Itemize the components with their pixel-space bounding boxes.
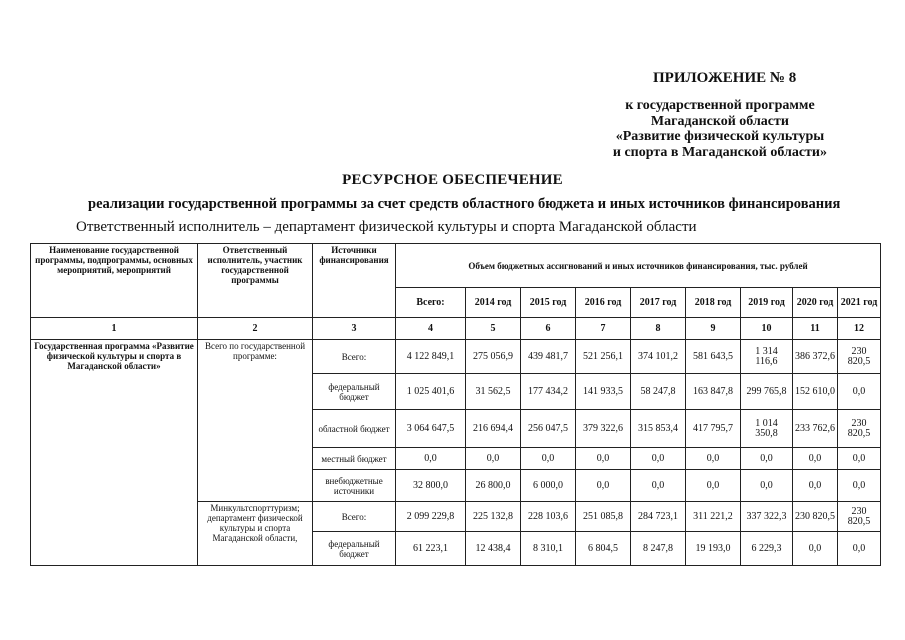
- resource-table: [30, 243, 881, 566]
- column-index: 6: [521, 318, 576, 340]
- value-cell: 3 064 647,5: [396, 410, 466, 448]
- value-cell: 0,0: [631, 470, 686, 502]
- header-year: 2016 год: [576, 288, 631, 318]
- value-cell: 8 310,1: [521, 532, 576, 566]
- value-cell: 581 643,5: [686, 340, 741, 374]
- value-cell: 0,0: [793, 470, 838, 502]
- source-cell: Всего:: [313, 340, 396, 374]
- table-row: [31, 340, 881, 374]
- column-index: 2: [198, 318, 313, 340]
- header-total: Всего:: [396, 288, 466, 318]
- value-cell: 337 322,3: [741, 502, 793, 532]
- value-cell: 6 229,3: [741, 532, 793, 566]
- appendix-title: ПРИЛОЖЕНИЕ № 8: [653, 70, 797, 86]
- value-cell: 233 762,6: [793, 410, 838, 448]
- value-cell: 256 047,5: [521, 410, 576, 448]
- executor-cell: Всего по государственной программе:: [198, 340, 313, 502]
- executor-cell: Минкультспорттуризм; департамент физической культуры и спорта Магаданской области,: [198, 502, 313, 566]
- column-index: 10: [741, 318, 793, 340]
- header-year: 2014 год: [466, 288, 521, 318]
- value-cell: 58 247,8: [631, 374, 686, 410]
- column-index: 9: [686, 318, 741, 340]
- subtitle-line: к государственной программе: [625, 98, 815, 113]
- subtitle-line: и спорта в Магаданской области»: [612, 144, 827, 160]
- value-cell: 6 000,0: [521, 470, 576, 502]
- value-cell: 230 820,5: [793, 502, 838, 532]
- value-cell: 0,0: [396, 448, 466, 470]
- column-index: 5: [466, 318, 521, 340]
- value-cell: 4 122 849,1: [396, 340, 466, 374]
- value-cell: 230 820,5: [838, 410, 881, 448]
- header-year: 2020 год: [793, 288, 838, 318]
- program-name: Государственная программа «Развитие физической культуры и спорта в Магаданской области»: [31, 340, 198, 566]
- header-year: 2017 год: [631, 288, 686, 318]
- source-cell: федеральный бюджет: [313, 374, 396, 410]
- header-year: 2019 год: [741, 288, 793, 318]
- value-cell: 0,0: [521, 448, 576, 470]
- value-cell: 12 438,4: [466, 532, 521, 566]
- header-executor: Ответственный исполнитель, участник государственной программы: [198, 244, 313, 318]
- header-year: 2021 год: [838, 288, 881, 318]
- value-cell: 379 322,6: [576, 410, 631, 448]
- value-cell: 216 694,4: [466, 410, 521, 448]
- value-cell: 230 820,5: [838, 502, 881, 532]
- value-cell: 0,0: [838, 470, 881, 502]
- header-volume: Объем бюджетных ассигнований и иных источников финансирования, тыс. рублей: [396, 244, 881, 288]
- value-cell: 0,0: [576, 470, 631, 502]
- value-cell: 386 372,6: [793, 340, 838, 374]
- column-index: 7: [576, 318, 631, 340]
- value-cell: 6 804,5: [576, 532, 631, 566]
- value-cell: 0,0: [838, 448, 881, 470]
- column-index: 11: [793, 318, 838, 340]
- value-cell: 275 056,9: [466, 340, 521, 374]
- subtitle-line: Магаданской области: [650, 113, 789, 129]
- source-cell: областной бюджет: [313, 410, 396, 448]
- source-cell: Всего:: [313, 502, 396, 532]
- value-cell: 521 256,1: [576, 340, 631, 374]
- value-cell: 0,0: [686, 470, 741, 502]
- value-cell: 0,0: [793, 532, 838, 566]
- header-sources: Источники финансирования: [313, 244, 396, 318]
- value-cell: 0,0: [631, 448, 686, 470]
- value-cell: 1 314 116,6: [741, 340, 793, 374]
- value-cell: 225 132,8: [466, 502, 521, 532]
- value-cell: 0,0: [576, 448, 631, 470]
- value-cell: 0,0: [741, 448, 793, 470]
- value-cell: 228 103,6: [521, 502, 576, 532]
- value-cell: 0,0: [838, 374, 881, 410]
- source-cell: местный бюджет: [313, 448, 396, 470]
- value-cell: 0,0: [793, 448, 838, 470]
- source-cell: федеральный бюджет: [313, 532, 396, 566]
- value-cell: 19 193,0: [686, 532, 741, 566]
- value-cell: 177 434,2: [521, 374, 576, 410]
- value-cell: 299 765,8: [741, 374, 793, 410]
- value-cell: 0,0: [838, 532, 881, 566]
- value-cell: 26 800,0: [466, 470, 521, 502]
- value-cell: 251 085,8: [576, 502, 631, 532]
- value-cell: 0,0: [741, 470, 793, 502]
- value-cell: 32 800,0: [396, 470, 466, 502]
- value-cell: 31 562,5: [466, 374, 521, 410]
- column-index: 4: [396, 318, 466, 340]
- value-cell: 284 723,1: [631, 502, 686, 532]
- column-index: 8: [631, 318, 686, 340]
- value-cell: 374 101,2: [631, 340, 686, 374]
- appendix-subtitle: [613, 98, 827, 160]
- document-title-description: реализации государственной программы за счет средств областного бюджета и иных источников финансирования: [88, 196, 841, 212]
- value-cell: 2 099 229,8: [396, 502, 466, 532]
- column-index: 12: [838, 318, 881, 340]
- value-cell: 152 610,0: [793, 374, 838, 410]
- column-index: 1: [31, 318, 198, 340]
- value-cell: 315 853,4: [631, 410, 686, 448]
- value-cell: 0,0: [686, 448, 741, 470]
- column-index: 3: [313, 318, 396, 340]
- value-cell: 163 847,8: [686, 374, 741, 410]
- header-year: 2018 год: [686, 288, 741, 318]
- responsible-executor: Ответственный исполнитель – департамент физической культуры и спорта Магаданской области: [76, 219, 697, 235]
- subtitle-line: «Развитие физической культуры: [615, 129, 825, 144]
- value-cell: 1 025 401,6: [396, 374, 466, 410]
- header-name: Наименование государственной программы, подпрограммы, основных мероприятий, мероприятий: [31, 244, 198, 318]
- value-cell: 8 247,8: [631, 532, 686, 566]
- value-cell: 230 820,5: [838, 340, 881, 374]
- document-title: РЕСУРСНОЕ ОБЕСПЕЧЕНИЕ: [342, 172, 563, 188]
- value-cell: 0,0: [466, 448, 521, 470]
- value-cell: 61 223,1: [396, 532, 466, 566]
- value-cell: 417 795,7: [686, 410, 741, 448]
- value-cell: 141 933,5: [576, 374, 631, 410]
- value-cell: 1 014 350,8: [741, 410, 793, 448]
- value-cell: 439 481,7: [521, 340, 576, 374]
- header-year: 2015 год: [521, 288, 576, 318]
- value-cell: 311 221,2: [686, 502, 741, 532]
- source-cell: внебюджетные источники: [313, 470, 396, 502]
